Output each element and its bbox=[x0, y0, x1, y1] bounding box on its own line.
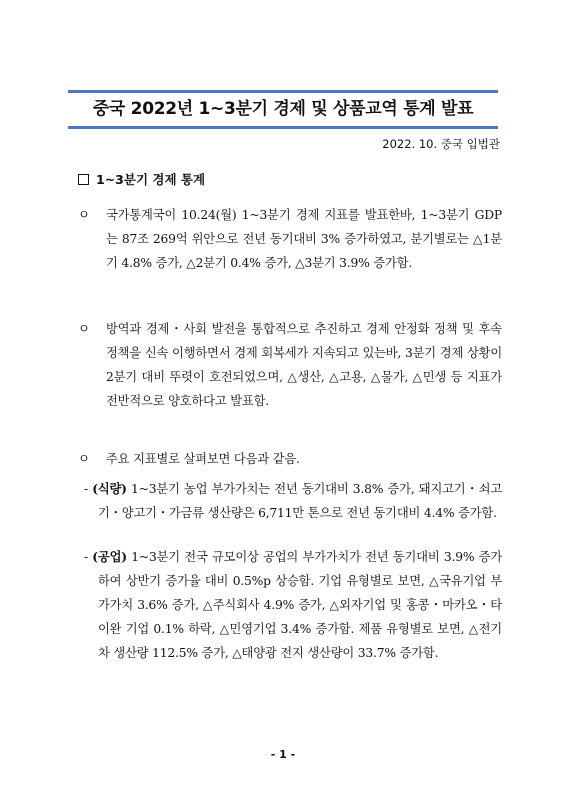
sub-item-label: (공업) bbox=[92, 549, 127, 564]
paragraph-text: 국가통계국이 10.24(월) 1~3분기 경제 지표를 발표한바, 1~3분기 GDP는 87조 269억 위안으로 전년 동기대비 3% 증가하였고, 분기별로는 △1분기 4.8% 증가, △2분기 0.4% 증가, △3분기 3.9% 증가함. bbox=[106, 208, 502, 270]
sub-item-text: 1~3분기 농업 부가가치는 전년 동기대비 3.8% 증가, 돼지고기・쇠고기・양고기・가금류 생산량은 6,711만 톤으로 전년 동기대비 4.4% 증가함. bbox=[98, 482, 502, 520]
paragraph-3 bbox=[78, 447, 502, 471]
paragraph-text: 주요 지표별로 살펴보면 다음과 같음. bbox=[106, 452, 300, 466]
section-heading-text: 1~3분기 경제 통계 bbox=[96, 172, 206, 187]
page-number: - 1 - bbox=[270, 748, 296, 761]
sub-item-industry bbox=[84, 545, 502, 665]
checkbox-square-icon bbox=[78, 174, 89, 185]
title-top-rule bbox=[68, 90, 498, 93]
bullet-circle-icon: ㅇ bbox=[78, 452, 90, 466]
sub-item-food bbox=[84, 477, 502, 525]
paragraph-text: 방역과 경제・사회 발전을 통합적으로 추진하고 경제 안정화 정책 및 후속 정책을 신속 이행하면서 경제 회복세가 지속되고 있는바, 3분기 경제 상황이 2분기 대비 뚜렷이 호전되었으며, △생산, △고용, △물가, △민생 등 지표가 전반적으로 양호하다고 발표함. bbox=[106, 322, 502, 408]
dateline: 2022. 10. 중국 입법관 bbox=[382, 137, 500, 151]
bullet-circle-icon: ㅇ bbox=[78, 322, 90, 336]
paragraph-1 bbox=[78, 203, 502, 275]
sub-item-prefix: - bbox=[84, 482, 93, 496]
section-heading bbox=[78, 170, 205, 188]
sub-item-text: 1~3분기 전국 규모이상 공업의 부가가치가 전년 동기대비 3.9% 증가하여 상반기 증가율 대비 0.5%p 상승함. 기업 유형별로 보면, △국유기업 부가가치 3.6% 증가, △주식회사 4.9% 증가, △외자기업 및 홍콩・마카오・타이완 기업 0.1% 하락, △민영기업 3.4% 증가함. 제품 유형별로 보면, △전기차 생산량 112.5% 증가, △태양광 전지 생산량이 33.7% 증가함. bbox=[98, 550, 502, 660]
sub-item-prefix: - bbox=[84, 550, 93, 564]
sub-item-label: (식량) bbox=[92, 481, 127, 496]
bullet-circle-icon: ㅇ bbox=[78, 208, 90, 222]
title-bottom-rule bbox=[68, 126, 498, 129]
document-title: 중국 2022년 1~3분기 경제 및 상품교역 통계 발표 bbox=[92, 99, 474, 119]
paragraph-2 bbox=[78, 317, 502, 413]
